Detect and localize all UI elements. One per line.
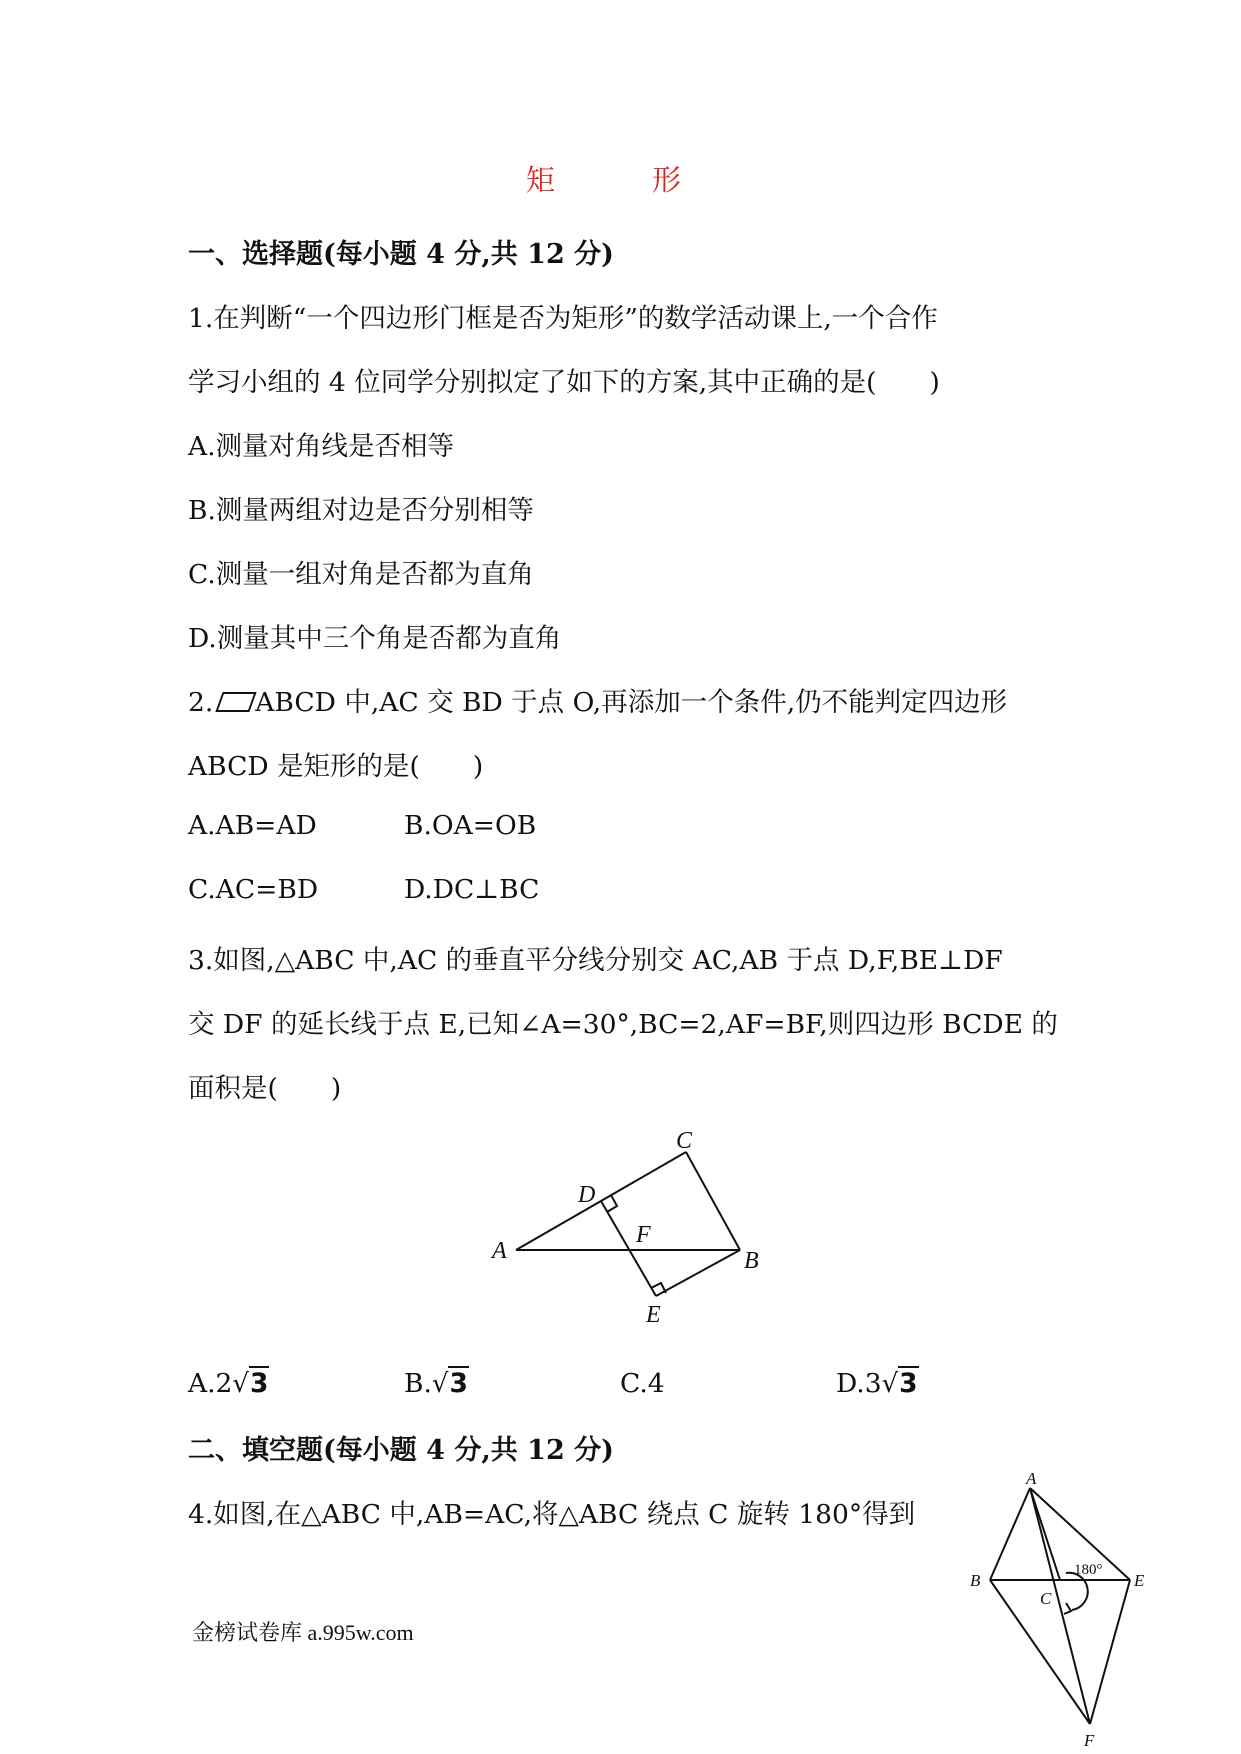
q2-option-c: C.AC=BD [188, 874, 319, 905]
arrow-head [1064, 1603, 1071, 1614]
q3-line-2: 交 DF 的延长线于点 E,已知∠A=30°,BC=2,AF=BF,则四边形 BCDE 的 [188, 1009, 1058, 1040]
label-d: D [578, 1182, 596, 1208]
segment-ef [1090, 1580, 1130, 1724]
q4-figure [960, 1468, 1160, 1748]
q2-option-a: A.AB=AD [188, 810, 317, 841]
q3-option-b-radicand: 3 [449, 1368, 468, 1399]
q3-line-1: 3.如图,△ABC 中,AC 的垂直平分线分别交 AC,AB 于点 D,F,BE⊥DF [188, 945, 1003, 976]
q1-option-c: C.测量一组对角是否都为直角 [188, 559, 534, 590]
footer-source: 金榜试卷库 a.995w.com [192, 1620, 414, 1645]
label-a: A [1026, 1469, 1037, 1488]
q2-option-d: D.DC⊥BC [404, 874, 540, 905]
q1-line-2: 学习小组的 4 位同学分别拟定了如下的方案,其中正确的是( ) [188, 367, 940, 398]
segment-be [656, 1250, 740, 1296]
q3-option-a [188, 1368, 269, 1399]
q3-line-3: 面积是( ) [188, 1073, 342, 1104]
section-heading-fill: 二、填空题(每小题 4 分,共 12 分) [188, 1435, 614, 1466]
label-f: F [636, 1222, 651, 1248]
label-e: E [646, 1302, 661, 1328]
q2-line-2: ABCD 是矩形的是( ) [188, 751, 484, 782]
q3-option-b-prefix: B. [404, 1368, 432, 1399]
q4-line-1: 4.如图,在△ABC 中,AB=AC,将△ABC 绕点 C 旋转 180°得到 [188, 1499, 916, 1530]
section-heading-choice: 一、选择题(每小题 4 分,共 12 分) [188, 239, 614, 270]
q3-figure [480, 1118, 780, 1338]
q2-number: 2. [188, 687, 214, 718]
segment-ab [990, 1488, 1030, 1580]
q1-line-1: 1.在判断“一个四边形门框是否为矩形”的数学活动课上,一个合作 [188, 303, 938, 334]
q2-line-1-text: ABCD 中,AC 交 BD 于点 O,再添加一个条件,仍不能判定四边形 [255, 687, 1008, 718]
label-angle: 180° [1074, 1562, 1103, 1578]
segment-de [601, 1201, 656, 1296]
label-a: A [492, 1238, 507, 1264]
q3-option-c: C.4 [620, 1368, 665, 1399]
q1-option-d: D.测量其中三个角是否都为直角 [188, 623, 562, 654]
parallelogram-icon [216, 692, 257, 712]
q2-line-1 [188, 680, 1007, 719]
q1-option-b: B.测量两组对边是否分别相等 [188, 495, 534, 526]
label-c: C [676, 1128, 693, 1154]
label-e: E [1134, 1571, 1145, 1590]
radical-icon: √ [232, 1369, 249, 1399]
q3-option-a-radicand: 3 [250, 1368, 269, 1399]
radical-icon: √ [431, 1369, 449, 1399]
q3-option-d-prefix: D.3 [836, 1368, 882, 1399]
rotation-arc [1066, 1573, 1088, 1610]
radical-icon: √ [881, 1369, 899, 1399]
label-f: F [1084, 1731, 1095, 1748]
page-title: 矩 形 [525, 163, 715, 197]
q2-option-b: B.OA=OB [404, 810, 537, 841]
q3-option-b [404, 1368, 469, 1399]
label-b: B [744, 1248, 759, 1274]
q1-option-a: A.测量对角线是否相等 [188, 431, 455, 462]
label-b: B [970, 1571, 981, 1590]
q3-option-a-prefix: A.2 [188, 1368, 233, 1399]
q3-option-d-radicand: 3 [899, 1368, 918, 1399]
q3-option-d [836, 1368, 919, 1399]
label-c: C [1040, 1589, 1052, 1608]
segment-cb [686, 1152, 740, 1250]
